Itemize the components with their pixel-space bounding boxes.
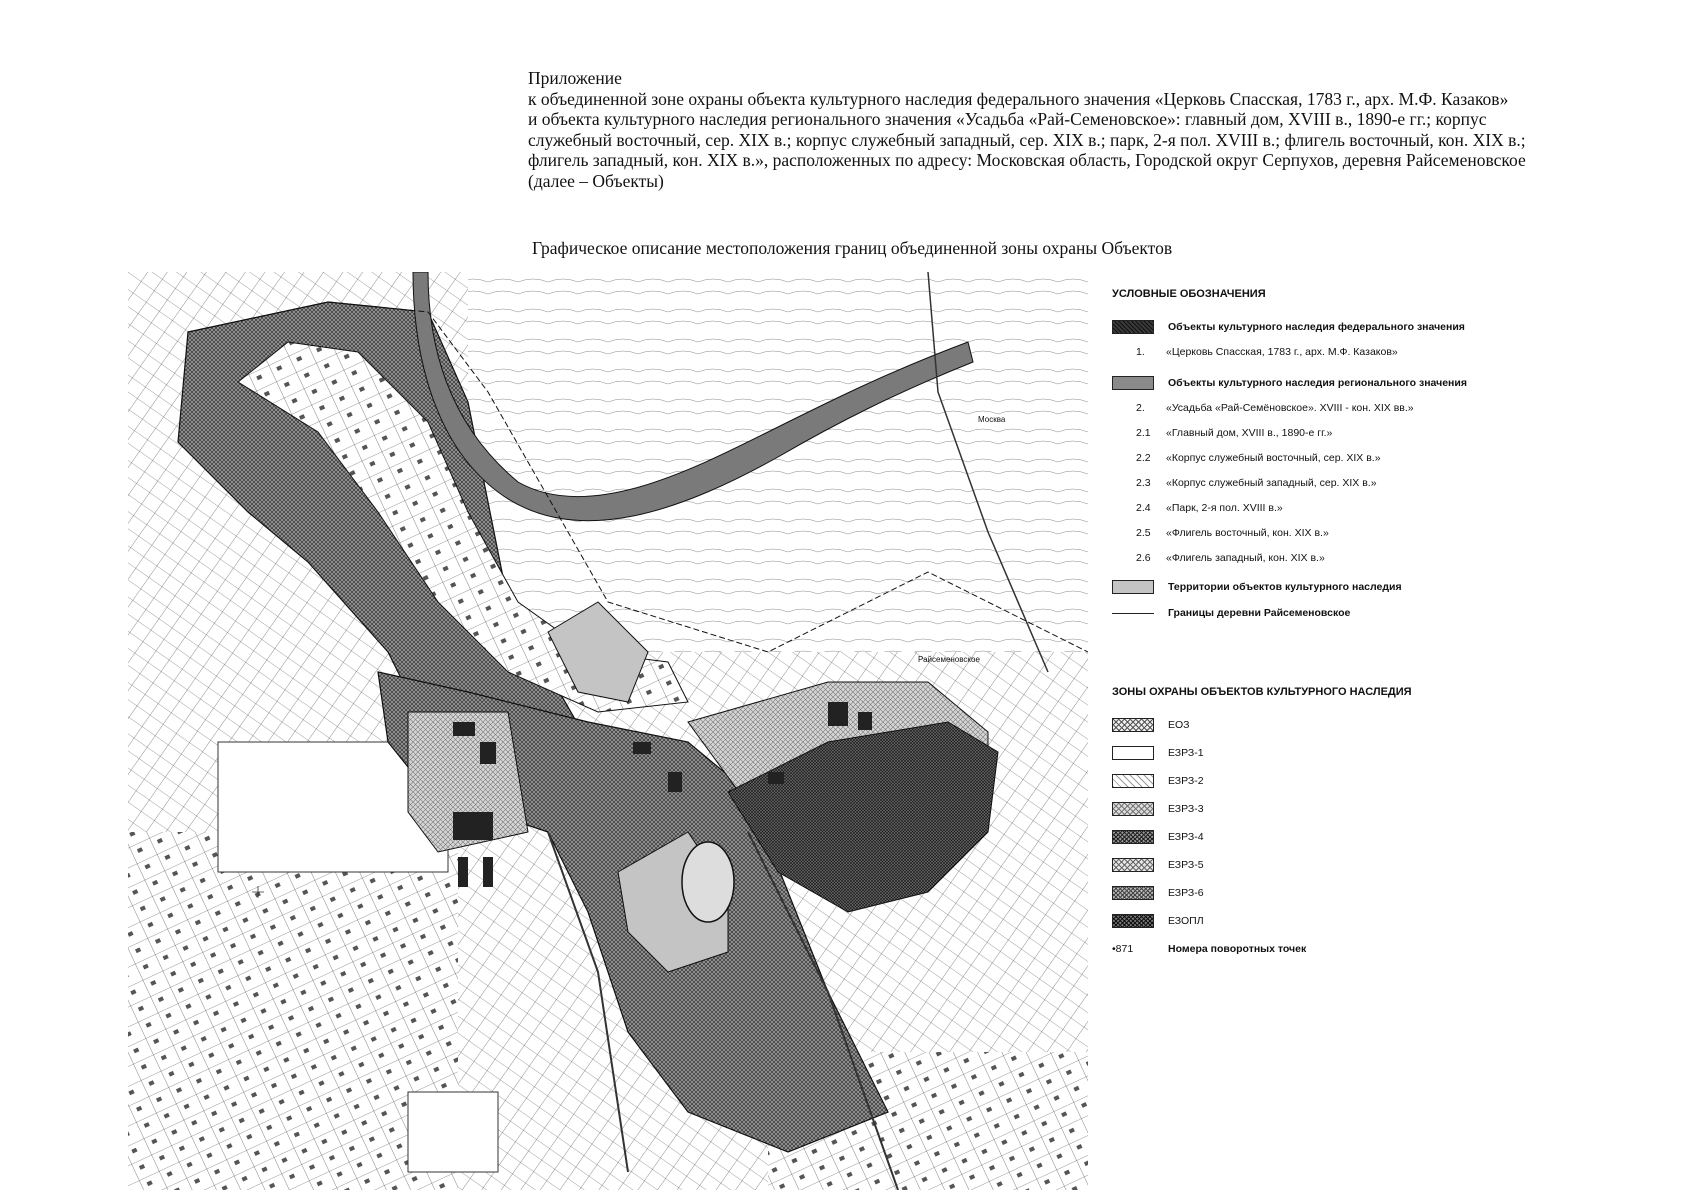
legend-row-zone: ЕЗРЗ-3	[1112, 800, 1204, 818]
zone-swatch	[1112, 858, 1154, 872]
legend-row-points	[1112, 940, 1306, 958]
legend-subitem: 1. «Церковь Спасская, 1783 г., арх. М.Ф. Казаков»	[1136, 346, 1398, 358]
point-number-example: •871	[1112, 943, 1134, 955]
zone-swatch	[1112, 886, 1154, 900]
zone-swatch	[1112, 718, 1154, 732]
territories-swatch	[1112, 580, 1154, 594]
regional-swatch	[1112, 376, 1154, 390]
header-line: служебный восточный, сер. XIX в.; корпус служебный западный, сер. XIX в.; парк, 2-я пол. XVIII в.; флигель восточный, кон. XIX в.;	[528, 129, 1526, 150]
legend-label: Объекты культурного наследия регионального значения	[1168, 377, 1467, 389]
zones-title: ЗОНЫ ОХРАНЫ ОБЪЕКТОВ КУЛЬТУРНОГО НАСЛЕДИЯ	[1112, 686, 1412, 698]
federal-swatch	[1112, 320, 1154, 334]
header-line: Приложение	[528, 68, 622, 88]
legend-row-zone: ЕОЗ	[1112, 716, 1190, 734]
header-line: флигель западный, кон. XIX в.», расположенных по адресу: Московская область, Городской округ Серпухов, деревня Райсеменовское	[528, 150, 1526, 170]
zone-swatch	[1112, 830, 1154, 844]
legend-row-territories	[1112, 578, 1402, 596]
legend-row-zone: ЕЗРЗ-2	[1112, 772, 1204, 790]
legend-subitem: 2.2 «Корпус служебный восточный, сер. XIX в.»	[1136, 452, 1381, 464]
legend-subitem: 2.4 «Парк, 2-я пол. XVIII в.»	[1136, 502, 1283, 514]
zone-swatch	[1112, 746, 1154, 760]
document-header	[528, 68, 1678, 191]
map-title: Графическое описание местоположения границ объединенной зоны охраны Объектов	[532, 238, 1173, 258]
legend-subitem: 2. «Усадьба «Рай-Семёновское». XVIII - кон. XIX вв.»	[1136, 402, 1414, 414]
legend-row-zone: ЕЗРЗ-4	[1112, 828, 1204, 846]
cadastral-map	[128, 272, 1088, 1190]
legend-label: Границы деревни Райсеменовское	[1168, 607, 1351, 619]
village-label: Райсеменовское	[918, 655, 980, 664]
legend-subitem: 2.3 «Корпус служебный западный, сер. XIX в.»	[1136, 477, 1377, 489]
legend-row-boundary	[1112, 604, 1350, 622]
legend-subitem: 2.1 «Главный дом, XVIII в., 1890-е гг.»	[1136, 427, 1333, 439]
header-line: к объединенной зоне охраны объекта культурного наследия федерального значения «Церковь Спасская, 1783 г., арх. М.Ф. Казаков»	[528, 88, 1509, 109]
legend-label: Номера поворотных точек	[1168, 943, 1307, 955]
zone-swatch	[1112, 914, 1154, 928]
legend-subitem: 2.6 «Флигель западный, кон. XIX в.»	[1136, 552, 1325, 564]
boundary-line-swatch	[1112, 613, 1154, 614]
legend-row-zone: ЕЗРЗ-6	[1112, 884, 1204, 902]
legend-subitem: 2.5 «Флигель восточный, кон. XIX в.»	[1136, 527, 1329, 539]
zone-swatch	[1112, 774, 1154, 788]
header-line: (далее – Объекты)	[528, 170, 664, 191]
zone-swatch	[1112, 802, 1154, 816]
legend-label: Территории объектов культурного наследия	[1168, 581, 1402, 593]
legend-row-regional	[1112, 374, 1467, 392]
legend-row-federal	[1112, 318, 1465, 336]
legend-row-zone: ЕЗРЗ-1	[1112, 744, 1204, 762]
moscow-label: Москва	[978, 415, 1006, 424]
legend-row-zone: ЕЗРЗ-5	[1112, 856, 1204, 874]
legend-row-zone: ЕЗОПЛ	[1112, 912, 1204, 930]
legend-label: Объекты культурного наследия федерального значения	[1168, 321, 1465, 333]
header-line: и объекта культурного наследия регионального значения «Усадьба «Рай-Семеновское»: главный дом, XVIII в., 1890-е гг.; корпус	[528, 109, 1487, 129]
legend-title: УСЛОВНЫЕ ОБОЗНАЧЕНИЯ	[1112, 288, 1266, 300]
